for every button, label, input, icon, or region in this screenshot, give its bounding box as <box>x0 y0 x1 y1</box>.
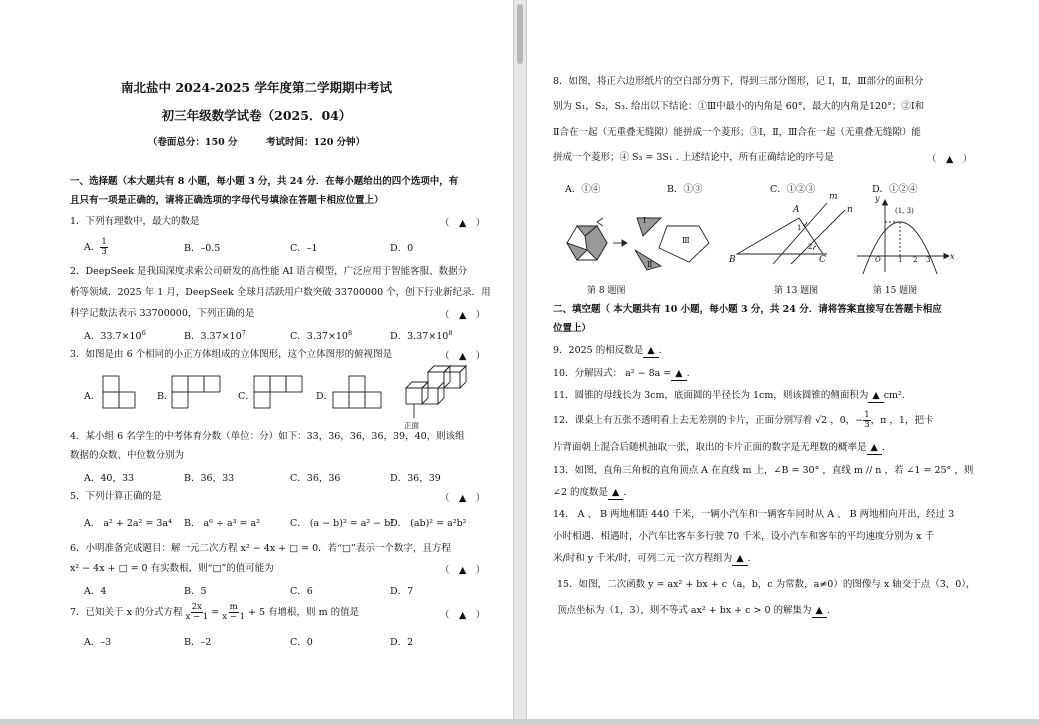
fig15-label-y: y <box>875 194 880 203</box>
question-11-text: 11．圆锥的母线长为 3cm，底面圆的半径长为 1cm，则该圆锥的侧面积为 ▲ cm². <box>553 390 905 401</box>
q5-option-c: C． (a − b)² = a² − b² <box>290 518 395 529</box>
q4-option-a: A．40，33 <box>84 473 135 484</box>
fraction: $\frac{1}{3}$ <box>101 237 107 257</box>
answer-mark: （ ▲ ） <box>440 351 486 362</box>
q1-option-d: D．0 <box>390 243 414 254</box>
q2-option-b: B．$3.37\times 10^7$ <box>184 328 246 342</box>
q2-option-c: C．$3.37\times 10^8$ <box>290 328 353 342</box>
fig8-label-i: Ⅰ <box>643 216 647 225</box>
figure-13 <box>737 203 845 264</box>
q3-option-a: A． <box>84 391 101 402</box>
q7-option-a: A．–3 <box>84 637 112 648</box>
question-3-text: 3．如图是由 6 个相同的小正方体组成的立体图形，这个立体图形的俯视图是 <box>70 349 393 360</box>
answer-mark: （ ▲ ） <box>440 610 486 621</box>
question-7-text: 7．已知关于 x 的分式方程 $\frac{2x}{x - 1}$ = $\frac{m}{x - 1}$ + 5 有增根，则 m 的值是 <box>70 602 360 622</box>
fig15-tick-2: 2 <box>913 256 918 264</box>
q3-view-c <box>254 376 302 408</box>
question-14-line3: 米/时和 y 千米/时，可列二元一次方程组为 ▲ . <box>553 553 751 564</box>
answer-mark: （ ▲ ） <box>440 565 486 576</box>
question-8-line2: 别为 S₁，S₂，S₃. 给出以下结论：①Ⅲ中最小的内角是 60°，最大的内角是120°；②Ⅰ和 <box>553 101 925 112</box>
section2-heading-line1: 二、填空题（ 本大题共有 10 小题，每小题 3 分，共 24 分．请将答案直接写在答题卡相应 <box>553 304 942 315</box>
question-2-line3: 科学记数法表示 33700000，下列正确的是 <box>70 308 255 319</box>
q7-option-b: B．–2 <box>184 637 212 648</box>
q3-option-d: D． <box>316 391 334 402</box>
q4-option-c: C．36，36 <box>290 473 341 484</box>
question-10-text: 10．分解因式： a² − 8a = ▲ . <box>553 368 690 379</box>
question-1-text: 1．下列有理数中，最大的数是 <box>70 216 200 227</box>
fig8-label-iii: Ⅲ <box>682 236 690 245</box>
q6-option-b: B．5 <box>184 586 207 597</box>
horizontal-scrollbar[interactable] <box>0 719 1039 725</box>
answer-blank: ▲ <box>812 604 827 618</box>
question-2-line1: 2．DeepSeek 是我国深度求索公司研发的高性能 AI 语言模型，广泛应用于智能客服、数据分 <box>70 266 468 277</box>
exam-page-left <box>0 0 513 725</box>
question-8-line1: 8．如图，将正六边形纸片的空白部分剪下，得到三部分图形，记 Ⅰ，Ⅱ，Ⅲ部分的面积分 <box>553 76 924 87</box>
answer-blank: ▲ <box>732 552 747 566</box>
fig15-label-vertex: (1, 3) <box>895 207 914 215</box>
fig15-label-origin: O <box>875 256 881 264</box>
answer-mark: （ ▲ ） <box>440 493 486 504</box>
q3-view-d <box>333 376 381 408</box>
q3-view-a <box>103 376 135 408</box>
figure-8-caption: 第 8 题图 <box>587 286 626 296</box>
q8-option-c: C．①②③ <box>770 184 816 195</box>
scrollbar-thumb[interactable] <box>517 4 523 64</box>
question-15-line1: 15．如图，二次函数 y = ax² + bx + c（a，b，c 为常数，a≠0）的图像与 x 轴交于点（3，0）， <box>557 579 976 590</box>
answer-blank: ▲ <box>608 486 623 500</box>
fig13-label-c: C <box>819 255 826 265</box>
fig15-tick-3: 3 <box>926 256 931 264</box>
q8-option-b: B．①③ <box>667 184 703 195</box>
exam-subtitle: 初三年级数学试卷（2025．04） <box>161 108 352 123</box>
fig13-label-angle1: 1 <box>797 224 802 232</box>
section1-heading-line2: 且只有一项是正确的，请将正确选项的字母代号填涂在答题卡相应位置上） <box>70 195 384 206</box>
q6-option-a: A．4 <box>84 586 107 597</box>
question-4-line2: 数据的众数、中位数分别为 <box>70 450 185 461</box>
q1-option-b: B．–0.5 <box>184 243 221 254</box>
fig13-label-m: m <box>829 192 838 202</box>
fig13-label-a: A <box>793 205 800 215</box>
q7-option-d: D．2 <box>390 637 414 648</box>
question-8-line4: 拼成一个菱形；④ S₃ = 3S₁ . 上述结论中，所有正确结论的序号是 <box>553 152 834 163</box>
fig15-tick-1: 1 <box>898 256 903 264</box>
answer-mark: （ ▲ ） <box>440 310 486 321</box>
q5-option-b: B． a⁶ ÷ a³ = a² <box>184 518 260 529</box>
question-6-line2: x² − 4x + □ = 0 有实数根，则“□”的值可能为 <box>70 563 274 574</box>
question-13-line2: ∠2 的度数是 ▲ . <box>553 487 627 498</box>
exam-page-right <box>527 0 1039 725</box>
fig13-label-n: n <box>847 205 853 215</box>
answer-blank: ▲ <box>671 367 686 381</box>
q5-option-d: D． (ab)² = a²b² <box>390 518 467 529</box>
q3-option-b: B． <box>157 391 174 402</box>
section2-heading-line2: 位置上） <box>553 323 592 334</box>
figure-15-caption: 第 15 题图 <box>873 286 918 296</box>
q4-option-b: B．36，33 <box>184 473 235 484</box>
q8-option-d: D．①②④ <box>872 184 918 195</box>
question-12-line1: 12．课桌上有五张不透明看上去无差别的卡片，正面分别写着 √2 ，0，− $\frac{1}{3}$ ，π ，1，把卡 <box>553 410 934 430</box>
question-5-text: 5．下列计算正确的是 <box>70 491 162 502</box>
answer-blank: ▲ <box>643 344 658 358</box>
q8-option-a: A．①④ <box>565 184 601 195</box>
q2-option-a: A．$33.7\times 10^6$ <box>84 328 146 342</box>
answer-mark: （ ▲ ） <box>927 154 973 165</box>
fig13-label-b: B <box>729 255 736 265</box>
exam-title: 南北盐中 2024-2025 学年度第二学期期中考试 <box>121 80 392 95</box>
q6-option-c: C．6 <box>290 586 313 597</box>
fig15-label-x: x <box>950 252 955 261</box>
q3-option-c: C． <box>238 391 255 402</box>
question-9-text: 9．2025 的相反数是 ▲ . <box>553 345 662 356</box>
q7-option-c: C．0 <box>290 637 313 648</box>
fig8-label-ii: Ⅱ <box>647 260 653 269</box>
answer-blank: ▲ <box>867 441 882 455</box>
answer-mark: （ ▲ ） <box>440 218 486 229</box>
q2-option-d: D．$3.37\times 10^8$ <box>390 328 453 342</box>
question-13-line1: 13．如图，直角三角板的直角顶点 A 在直线 m 上，∠B = 30° ，直线 m // n ，若 ∠1 = 25° ，则 <box>553 465 974 476</box>
q4-option-d: D．36，39 <box>390 473 441 484</box>
vertical-scrollbar[interactable] <box>513 0 527 725</box>
q3-solid-figure <box>406 366 466 418</box>
question-14-line2: 小时相遇．相遇时，小汽车比客车多行驶 70 千米，设小汽车和客车的平均速度分别为 x 千 <box>553 531 935 542</box>
question-4-line1: 4．某小组 6 名学生的中考体育分数（单位：分）如下：33，36，36，36，39，40，则该组 <box>70 431 465 442</box>
question-2-line2: 析等领域．2025 年 1 月，DeepSeek 全球月活跃用户数突破 33700000 个，创下行业新纪录．用 <box>70 287 491 298</box>
question-6-line1: 6．小明准备完成题目：解一元二次方程 x² − 4x + □ = 0．若“□”表示一个数字，且方程 <box>70 543 451 554</box>
question-12-line2: 片背面朝上混合后随机抽取一张，取出的卡片正面的数字是无理数的概率是 ▲ . <box>553 442 885 453</box>
section1-heading-line1: 一、选择题（本大题共有 8 小题，每小题 3 分，共 24 分．在每小题给出的四个选项中，有 <box>70 176 459 187</box>
fig13-label-angle2: 2 <box>808 243 813 251</box>
answer-blank: ▲ <box>868 389 883 403</box>
question-15-line2: 顶点坐标为（1，3），则不等式 ax² + bx + c > 0 的解集为 ▲ . <box>557 605 830 616</box>
question-14-line1: 14． A 、 B 两地相距 440 千米，一辆小汽车和一辆客车同时从 A 、 B 两地相向开出，经过 3 <box>553 509 955 520</box>
q1-option-a: A． $\frac{1}{3}$ <box>84 237 107 257</box>
q1-option-c: C．–1 <box>290 243 318 254</box>
q5-option-a: A． a² + 2a² = 3a⁴ <box>84 518 172 529</box>
figure-13-caption: 第 13 题图 <box>774 286 819 296</box>
question-8-line3: Ⅱ合在一起（无重叠无缝隙）能拼成一个菱形；③Ⅰ，Ⅱ，Ⅲ合在一起（无重叠无缝隙）能 <box>553 127 921 138</box>
q3-view-b <box>172 376 220 408</box>
q3-front-label: 正面 <box>404 421 419 430</box>
q6-option-d: D．7 <box>390 586 414 597</box>
exam-meta: （卷面总分：150 分 考试时间：120 分钟） <box>147 137 366 148</box>
